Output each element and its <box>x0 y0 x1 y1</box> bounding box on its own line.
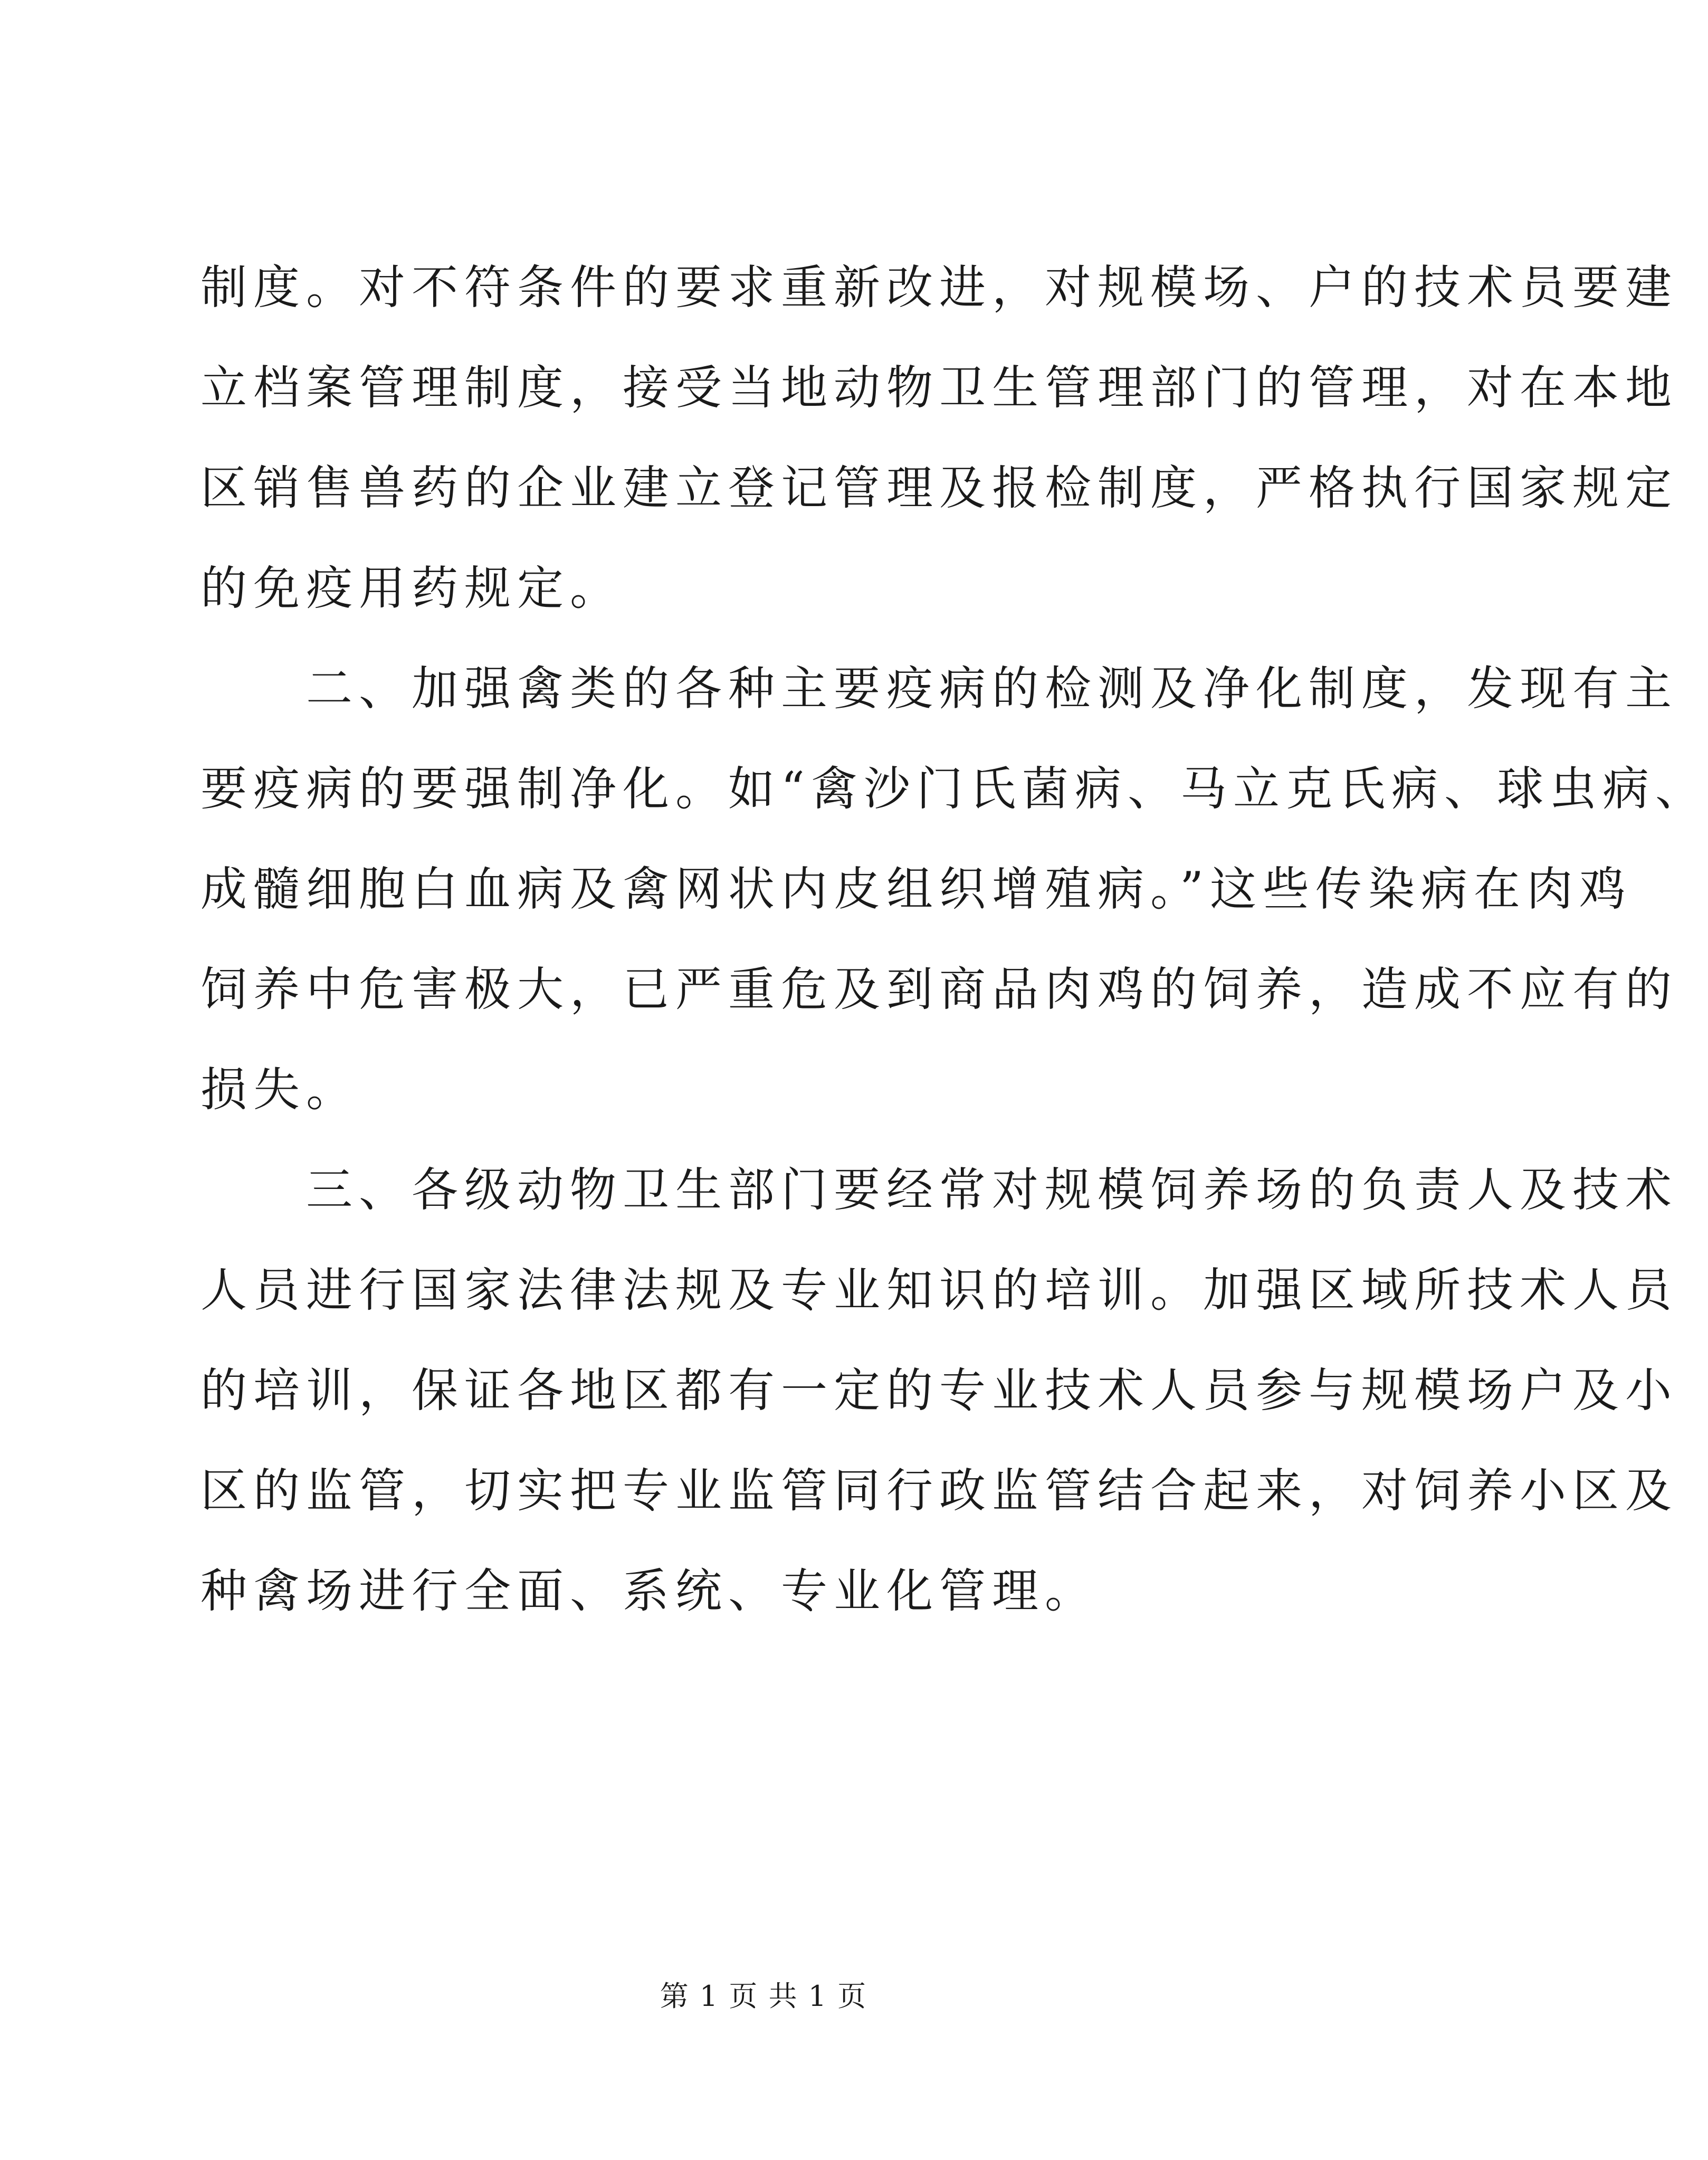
paragraph-line: 制度。对不符条件的要求重新改进，对规模场、户的技术员要建 <box>201 260 1678 315</box>
paragraph-line: 立档案管理制度，接受当地动物卫生管理部门的管理，对在本地 <box>201 360 1678 415</box>
paragraph-line: 要疫病的要强制净化。如“禽沙门氏菌病、马立克氏病、球虫病、 <box>201 762 1708 816</box>
document-body <box>201 237 1708 1641</box>
paragraph-line: 二、加强禽类的各种主要疫病的检测及净化制度，发现有主 <box>306 661 1678 716</box>
page-footer: 第 1 页 共 1 页 <box>660 1980 867 2013</box>
paragraph-line: 人员进行国家法律法规及专业知识的培训。加强区域所技术人员 <box>201 1263 1678 1317</box>
paragraph-line: 三、各级动物卫生部门要经常对规模饲养场的负责人及技术 <box>306 1163 1678 1217</box>
paragraph-line: 饲养中危害极大，已严重危及到商品肉鸡的饲养，造成不应有的 <box>201 962 1678 1016</box>
paragraph-line: 损失。 <box>201 1062 359 1117</box>
paragraph-line: 区的监管，切实把专业监管同行政监管结合起来，对饲养小区及 <box>201 1463 1678 1518</box>
paragraph-line: 种禽场进行全面、系统、专业化管理。 <box>201 1564 1098 1618</box>
paragraph-3 <box>201 1140 1678 1641</box>
paragraph-1 <box>201 237 1678 639</box>
paragraph-2 <box>201 639 1708 1140</box>
paragraph-line: 的免疫用药规定。 <box>201 561 623 615</box>
paragraph-line: 的培训，保证各地区都有一定的专业技术人员参与规模场户及小 <box>201 1363 1678 1417</box>
paragraph-line: 成髓细胞白血病及禽网状内皮组织增殖病。”这些传染病在肉鸡 <box>201 862 1632 916</box>
paragraph-line: 区销售兽药的企业建立登记管理及报检制度，严格执行国家规定 <box>201 461 1678 515</box>
